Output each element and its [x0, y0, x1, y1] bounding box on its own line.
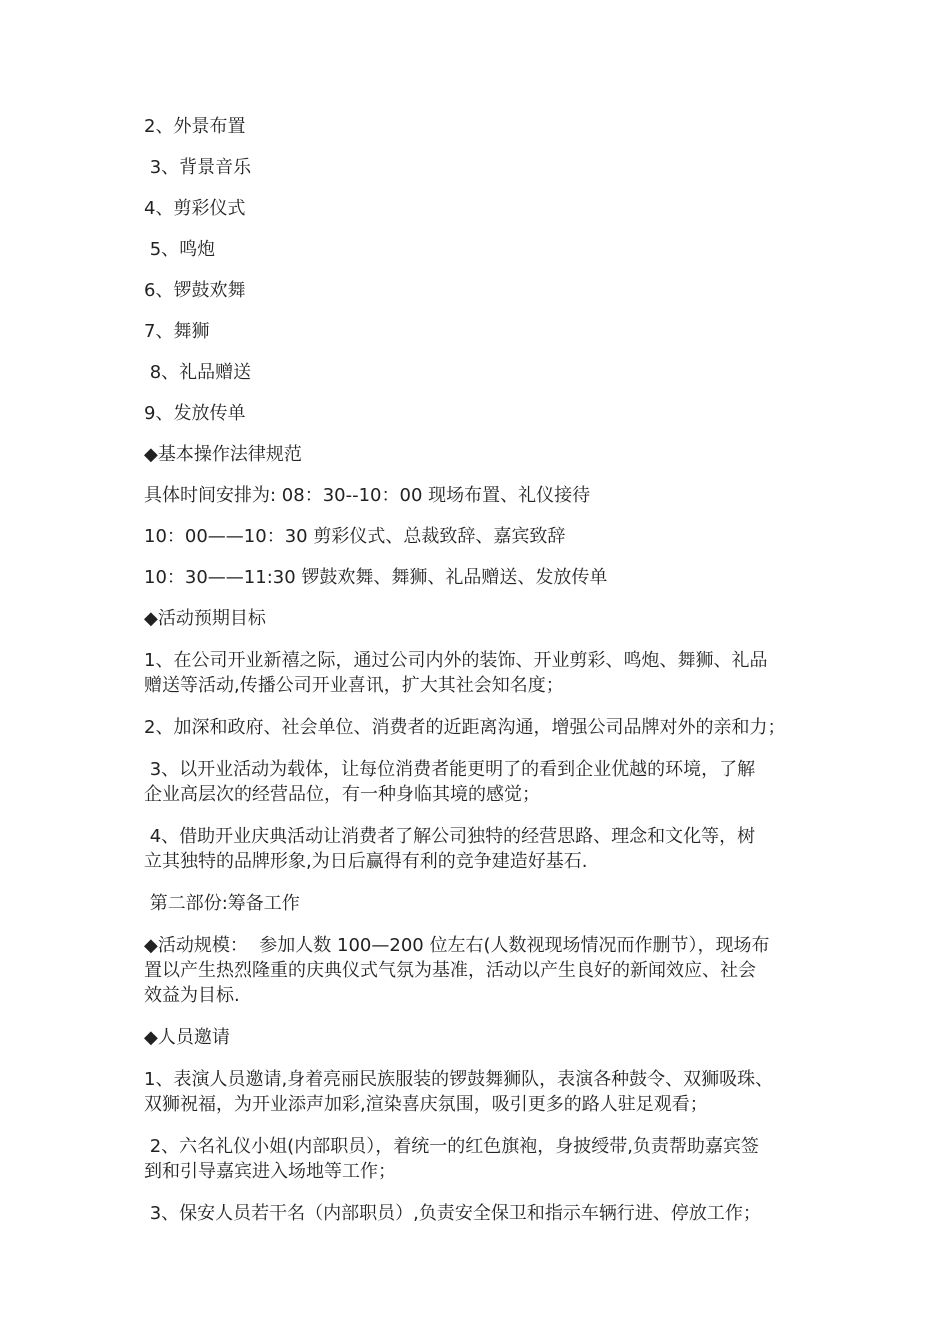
goal-line: 3、以开业活动为载体，让每位消费者能更明了的看到企业优越的环境，了解	[144, 759, 756, 780]
document-page	[144, 114, 824, 1226]
list-item: 5、鸣炮	[144, 239, 216, 260]
invite-paragraph	[144, 1201, 824, 1226]
goal-line: 1、在公司开业新禧之际，通过公司内外的装饰、开业剪彩、鸣炮、舞狮、礼品	[144, 650, 768, 671]
goal-paragraph	[144, 648, 824, 698]
part-title	[144, 891, 824, 916]
list-item: 8、礼品赠送	[144, 362, 252, 383]
goal-paragraph	[144, 715, 824, 740]
list-item: 3、背景音乐	[144, 157, 252, 178]
list-item: 2、外景布置	[144, 116, 246, 137]
list-item: 4、剪彩仪式	[144, 198, 246, 219]
scale-line: 效益为目标.	[144, 985, 240, 1006]
invite-line: 到和引导嘉宾进入场地等工作；	[144, 1161, 396, 1182]
goal-line: 赠送等活动,传播公司开业喜讯，扩大其社会知名度；	[144, 675, 564, 696]
section-heading: ◆基本操作法律规范	[144, 444, 302, 465]
invite-line: 3、保安人员若干名（内部职员）,负责安全保卫和指示车辆行进、停放工作；	[144, 1203, 761, 1224]
scale-line: ◆活动规模： 参加人数 100—200 位左右(人数视现场情况而作删节），现场布	[144, 935, 770, 956]
schedule-line: 10：00——10：30 剪彩仪式、总裁致辞、嘉宾致辞	[144, 526, 566, 547]
scale-line: 置以产生热烈隆重的庆典仪式气氛为基准，活动以产生良好的新闻效应、社会	[144, 960, 756, 981]
list-item: 7、舞狮	[144, 321, 210, 342]
goal-paragraph	[144, 824, 824, 874]
invite-paragraph	[144, 1067, 824, 1117]
list-item: 6、锣鼓欢舞	[144, 280, 246, 301]
part-title-text: 第二部份:筹备工作	[144, 893, 300, 914]
invite-line: 双狮祝福，为开业添声加彩,渲染喜庆氛围，吸引更多的路人驻足观看；	[144, 1094, 708, 1115]
invite-title: ◆人员邀请	[144, 1027, 230, 1048]
goal-line: 4、借助开业庆典活动让消费者了解公司独特的经营思路、理念和文化等，树	[144, 826, 756, 847]
invite-paragraph	[144, 1134, 824, 1184]
invite-line: 1、表演人员邀请,身着亮丽民族服装的锣鼓舞狮队，表演各种鼓令、双狮吸珠、	[144, 1069, 774, 1090]
list-item: 9、发放传单	[144, 403, 246, 424]
scale-paragraph	[144, 933, 824, 1008]
goal-line: 企业高层次的经营品位，有一种身临其境的感觉；	[144, 784, 540, 805]
section-heading	[144, 1025, 824, 1050]
goal-paragraph	[144, 757, 824, 807]
section-heading: ◆活动预期目标	[144, 608, 266, 629]
invite-line: 2、六名礼仪小姐(内部职员），着统一的红色旗袍，身披绶带,负责帮助嘉宾签	[144, 1136, 759, 1157]
schedule-line: 具体时间安排为: 08：30--10：00 现场布置、礼仪接待	[144, 485, 591, 506]
schedule-line: 10：30——11:30 锣鼓欢舞、舞狮、礼品赠送、发放传单	[144, 567, 608, 588]
goal-line: 立其独特的品牌形象,为日后赢得有利的竞争建造好基石.	[144, 851, 588, 872]
goal-line: 2、加深和政府、社会单位、消费者的近距离沟通，增强公司品牌对外的亲和力；	[144, 717, 786, 738]
